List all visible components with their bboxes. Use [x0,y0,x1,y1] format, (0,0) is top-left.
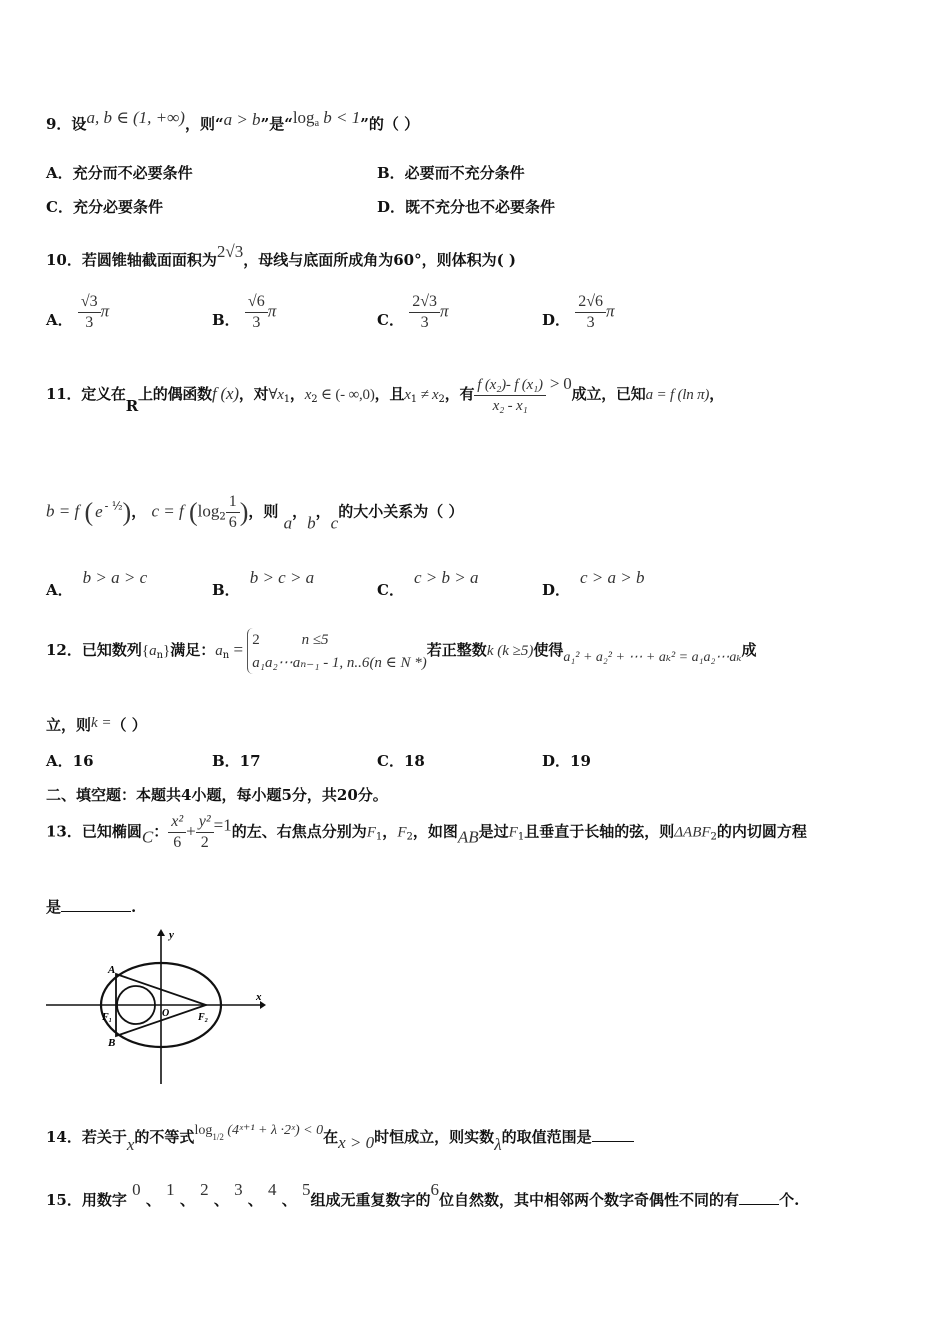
q11-fraction [474,375,546,416]
q15-digit-0: 0 [132,1180,141,1199]
q13-AB: AB [457,827,479,847]
q15-digit-2: 2 [200,1180,209,1199]
q13-F2: F [397,824,407,841]
q11-gt0: > 0 [545,374,572,393]
q10-pi-a: π [100,301,110,321]
question-14 [46,1122,634,1155]
fig-label-y: y [169,929,174,941]
q11-x2: x [304,387,312,403]
question-13: 13．已知椭圆C： $\frac{\text{x²}}{6}$ + $\frac{\text{y²}}{2}$ =1的左、右焦点分别为$F_1$，$F_2$，如图AB是过$F_1$且垂直于长轴的弦，则$\Delta ABF_2$的内切圆方程 [46,813,807,851]
q10-option-b [212,292,276,333]
q12-case1a: 2 [252,632,260,648]
q12-text7: （ ） [111,716,147,734]
q10-frac-a [78,292,101,333]
q11-sixth [226,492,240,533]
q13-y2: y² [196,812,214,833]
q15-answer-blank[interactable] [739,1190,779,1205]
q12-text4: 使得 [533,641,564,659]
q15-text2: 组成无重复数字的 [310,1191,431,1209]
question-11-line2: b = f ( e $^{- \frac{1}{2}}$)， c = f ($\log_2$ $\frac{1}{6}$ )，则 a，b，c的大小关系为（ ） [46,493,464,533]
q13-text3: 的左、右焦点分别为 [231,822,367,841]
q11-x2-sub: 2 [311,394,318,405]
q12-keq: k = [91,715,112,731]
q9-log-arg: b < 1 [323,108,361,127]
q12-seq: a [149,643,157,659]
q15-sep-5: 、 [281,1191,297,1209]
q13-text7: 的内切圆方程 [716,822,807,841]
q14-inequality [194,1123,324,1142]
q12-option-b: B．17 [212,752,261,770]
q10-num-b: √6 [245,292,268,313]
q15-digit-1: 1 [166,1180,175,1199]
q11-sixth-n: 1 [226,492,240,513]
q13-comma: ， [382,822,398,841]
q14-text4: 时恒成立，则实数 [374,1128,495,1146]
q11-text11: 的大小关系为（ ） [338,502,464,521]
q11-text3: ，对 [238,385,269,403]
q11-var-c: c [330,513,339,533]
fig-label-B: B [108,1037,116,1049]
fig-label-O: O [162,1008,170,1019]
q11-choice-d: c > a > b [580,568,645,587]
q14-text2: 的不等式 [134,1128,195,1146]
q11-option-d [542,568,645,600]
q15-sep-2: 、 [179,1191,195,1209]
q12-sum: a₁² + a₂² + ⋯ + aₖ² = a₁a₂⋯aₖ [563,650,742,665]
q9-number: 9．设 [46,115,87,133]
q10-label-d: D． [542,310,571,329]
q15-digit-5: 5 [302,1180,311,1199]
q15-text4: 个. [779,1191,800,1209]
q14-x: x [126,1135,135,1154]
q11-e: e [95,501,103,521]
fig-label-F2: F₂ [198,1012,209,1023]
q9-a-gt-b: a > b [223,110,261,129]
q13-eq1: =1 [213,815,232,835]
q11-text6: ，有 [444,385,475,403]
q9-condition: a, b ∈ (1, +∞) [86,108,185,127]
q15-sep-4: 、 [247,1191,263,1209]
q13-F1: F [366,824,376,841]
q15-six: 6 [430,1180,440,1199]
q14-text3: 在 [323,1128,339,1146]
q11-var-b: b [307,513,316,533]
q11-frac-num: f (x₂)- f (x₁) [474,375,546,396]
fig-label-A: A [108,964,116,976]
q10-num-a: √3 [78,292,101,313]
q15-sep-1: 、 [145,1191,161,1209]
q12-option-c: C．18 [377,752,425,770]
q9-text: ，则“ [184,115,224,133]
question-9 [46,108,419,134]
q15-digit-4: 4 [268,1180,277,1199]
q10-label-a: A． [46,310,73,329]
q14-log: log [194,1123,213,1138]
q11-range: ∈ (- ∞,0) [317,387,375,403]
q14-base: 1/2 [212,1132,224,1142]
q9-option-c: C．充分必要条件 [46,198,163,216]
q13-six: 6 [173,834,182,851]
q11-fx: f (x) [211,384,239,403]
q14-lambda: λ [494,1135,502,1154]
q11-text4: ， [289,385,305,403]
q9-option-a: A．充分而不必要条件 [46,164,193,182]
q9-text3: ”的（ ） [360,115,420,133]
q10-frac-d [575,292,606,333]
q11-c-eq: c = f [151,501,184,521]
q11-a-eq: a = f (ln π) [645,387,710,403]
q11-sixth-d: 6 [228,514,237,531]
q9-log: log [292,108,315,127]
q11-forall: ∀x [268,387,284,403]
q9-option-d: D．既不充分也不必要条件 [377,198,556,216]
q10-option-d [542,292,615,333]
q9-option-b: B．必要而不充分条件 [377,164,525,182]
q11-var-a: a [283,513,293,533]
q11-option-a [46,568,147,600]
q13-F1b: F [508,824,518,841]
q11-label-a: A． [46,581,73,599]
q10-num-c: 2√3 [409,292,440,313]
q10-text: 10．若圆锥轴截面面积为 [46,251,217,269]
q12-text5: 成 [741,641,757,659]
q10-frac-b [245,292,268,333]
q10-num-d: 2√6 [575,292,606,313]
q11-label-d: D． [542,581,571,599]
q10-pi-b: π [267,301,277,321]
q13-text6: 且垂直于长轴的弦，则 [524,822,675,841]
q11-choice-a: b > a > c [82,568,148,587]
q15-digit-3: 3 [234,1180,243,1199]
q11-text1: 11．定义在 [46,385,126,403]
q13-text8: 是 [46,898,62,916]
q11-log-sub: 2 [219,511,226,523]
q14-arg: (4ˣ⁺¹ + λ ·2ˣ) < 0 [227,1123,324,1138]
q11-label-c: C． [377,581,404,599]
q11-choice-c: c > b > a [413,568,479,587]
q11-text2: 上的偶函数 [137,385,212,403]
q12-case2b: (n ∈ N *) [369,655,427,671]
q14-answer-blank[interactable] [592,1127,634,1142]
q12-text1: 12．已知数列 [46,641,142,659]
q11-text8: ， [709,385,724,403]
q11-log: log [197,501,220,521]
q11-frac-den: x₂ - x₁ [492,397,528,414]
fig-label-x: x [256,991,262,1003]
q10-pi-d: π [606,301,615,321]
q13-text5: 是过 [478,822,509,841]
q10-text2: ，母线与底面所成角为60°，则体积为( ) [243,251,517,269]
q12-option-d: D．19 [542,752,591,770]
q13-text9: . [131,898,137,916]
q10-option-c [377,292,449,333]
q12-case1b: n ≤5 [301,632,329,648]
q13-text4: ，如图 [412,822,458,841]
q13-text1: 13．已知椭圆 [46,822,142,841]
q14-text1: 14．若关于 [46,1128,127,1146]
q11-label-b: B． [212,581,240,599]
question-13-line2 [46,896,136,917]
ellipse-figure [44,928,268,1088]
q10-pi-c: π [439,301,449,321]
question-11: 11．定义在R上的偶函数f (x)，对$\forall x_1$，$x_2$ ∈ (- ∞,0)，且$x_1 \ne x_2$，有 $\frac{\text{f (x₂)- f (x₁)}}{\text{x₂ - x₁}}$ > 0成立，已知a = f (ln π)， [46,374,724,415]
q14-text5: 的取值范围是 [501,1128,592,1146]
q13-C: C [141,827,154,847]
q10-den-a: 3 [85,314,94,331]
q10-label-c: C． [377,310,404,329]
q11-text10: ，则 [248,502,279,521]
q11-R: R [125,397,138,415]
q10-option-a [46,292,109,333]
q9-log-expr [293,108,360,127]
q10-label-b: B． [212,310,240,329]
section-2-heading: 二、填空题：本题共4小题，每小题5分，共20分。 [46,786,388,804]
q10-den-b: 3 [252,314,261,331]
q13-answer-blank[interactable] [61,897,131,912]
q12-text3: 若正整数 [426,641,487,659]
q11-text7: 成立，已知 [571,385,646,403]
q11-x1: x [404,387,411,403]
q11-choice-b: b > c > a [249,568,315,587]
q9-log-base: a [314,118,320,129]
fig-label-F1: F₁ [102,1012,113,1023]
question-12-line2 [46,714,147,735]
q14-cond: x > 0 [338,1133,375,1152]
q11-b-eq: b = f [46,501,80,521]
q9-text2: ”是“ [260,115,293,133]
q13-x-frac [168,812,186,853]
q10-den-d: 3 [586,314,595,331]
q13-two: 2 [200,834,209,851]
q11-option-c [377,568,478,600]
q15-text1: 15．用数字 [46,1191,127,1209]
q13-x2: x² [168,812,186,833]
q10-area: 2√3 [216,242,244,261]
q12-an: a [215,643,223,659]
question-15 [46,1180,799,1210]
q11-neq: ≠ x [416,387,439,403]
q10-den-c: 3 [420,314,429,331]
q12-text2: 满足： [170,641,216,659]
q12-k: k (k ≥5) [486,643,534,659]
q11-text9: ， [131,502,147,521]
q13-plus: + [186,821,196,841]
q13-text2: ： [153,822,169,841]
q12-option-a: A．16 [46,752,94,770]
q11-exponent: - ½ [104,499,123,513]
q10-frac-c [409,292,440,333]
q13-y-frac [196,812,214,853]
q11-option-b [212,568,314,600]
q15-sep-3: 、 [213,1191,229,1209]
q12-case2: a₁a₂⋯aₙ₋₁ - 1, n..6 [252,655,370,671]
q13-triangle: ΔABF [674,824,711,841]
q12-piecewise [247,628,427,674]
question-12: 12．已知数列$\{a_n\}$满足：$a_n$ = 2 n ≤5 a₁a₂⋯aₙ₋₁ - 1, n..6(n ∈ N *) 若正整数k (k ≥5)使得a₁² + a₂² + ⋯ + aₖ² = a₁a₂⋯aₖ成 [46,628,916,674]
q15-text3: 位自然数，其中相邻两个数字奇偶性不同的有 [439,1191,740,1209]
q12-text6: 立，则 [46,716,92,734]
question-10 [46,242,516,270]
q11-text5: ，且 [374,385,405,403]
